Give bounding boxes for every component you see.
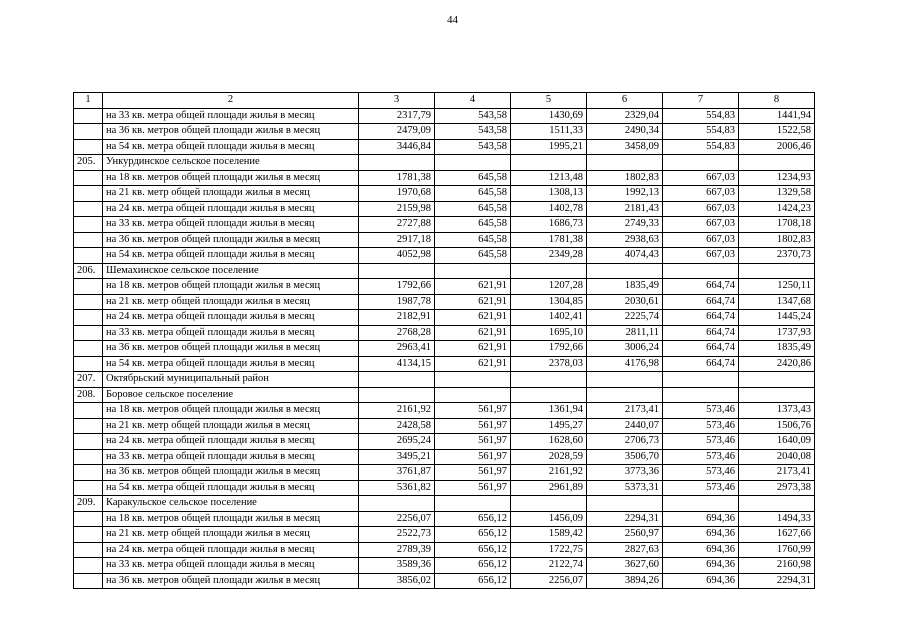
value-cell-col3	[359, 496, 435, 512]
value-cell-col8	[739, 387, 815, 403]
value-cell-col7: 573,46	[663, 465, 739, 481]
value-cell-col7	[663, 387, 739, 403]
value-cell-col6: 2225,74	[587, 310, 663, 326]
value-cell-col4: 621,91	[435, 356, 511, 372]
table-row	[74, 139, 815, 155]
value-cell-col6	[587, 387, 663, 403]
value-cell-col8: 2173,41	[739, 465, 815, 481]
value-cell-col5	[511, 372, 587, 388]
value-cell-col3: 2963,41	[359, 341, 435, 357]
table-row	[74, 325, 815, 341]
row-label: на 33 кв. метра общей площади жилья в месяц	[103, 217, 359, 233]
value-cell-col8: 1234,93	[739, 170, 815, 186]
table-row	[74, 217, 815, 233]
value-cell-col4	[435, 387, 511, 403]
table-row	[74, 263, 815, 279]
value-cell-col5: 1430,69	[511, 108, 587, 124]
row-label: на 54 кв. метра общей площади жилья в месяц	[103, 356, 359, 372]
value-cell-col8: 1708,18	[739, 217, 815, 233]
value-cell-col5: 2161,92	[511, 465, 587, 481]
row-label: Октябрьский муниципальный район	[103, 372, 359, 388]
value-cell-col7	[663, 372, 739, 388]
value-cell-col6	[587, 496, 663, 512]
row-label: на 36 кв. метров общей площади жилья в месяц	[103, 573, 359, 589]
value-cell-col4: 645,58	[435, 186, 511, 202]
value-cell-col8	[739, 372, 815, 388]
value-cell-col7: 554,83	[663, 124, 739, 140]
row-label: на 33 кв. метра общей площади жилья в месяц	[103, 108, 359, 124]
value-cell-col6: 2827,63	[587, 542, 663, 558]
value-cell-col5: 1589,42	[511, 527, 587, 543]
header-cell-4: 4	[435, 93, 511, 109]
value-cell-col6: 2490,34	[587, 124, 663, 140]
table-row	[74, 170, 815, 186]
value-cell-col3: 1970,68	[359, 186, 435, 202]
table-row	[74, 480, 815, 496]
value-cell-col6	[587, 263, 663, 279]
value-cell-col7: 573,46	[663, 403, 739, 419]
table-row	[74, 310, 815, 326]
value-cell-col4: 561,97	[435, 403, 511, 419]
row-label: на 33 кв. метра общей площади жилья в месяц	[103, 325, 359, 341]
value-cell-col8: 1802,83	[739, 232, 815, 248]
value-cell-col6: 2030,61	[587, 294, 663, 310]
row-index	[74, 527, 103, 543]
value-cell-col7: 664,74	[663, 294, 739, 310]
value-cell-col4	[435, 155, 511, 171]
row-label: Ункурдинское сельское поселение	[103, 155, 359, 171]
value-cell-col6: 3458,09	[587, 139, 663, 155]
value-cell-col5: 2122,74	[511, 558, 587, 574]
table-body	[74, 108, 815, 589]
row-index	[74, 558, 103, 574]
value-cell-col5: 1995,21	[511, 139, 587, 155]
table-row	[74, 527, 815, 543]
value-cell-col3: 2256,07	[359, 511, 435, 527]
row-index	[74, 232, 103, 248]
row-index	[74, 186, 103, 202]
value-cell-col3: 3856,02	[359, 573, 435, 589]
row-index: 205.	[74, 155, 103, 171]
table-row	[74, 155, 815, 171]
value-cell-col3: 2917,18	[359, 232, 435, 248]
value-cell-col8: 1441,94	[739, 108, 815, 124]
value-cell-col4: 561,97	[435, 449, 511, 465]
value-cell-col8: 2040,08	[739, 449, 815, 465]
value-cell-col5: 1628,60	[511, 434, 587, 450]
value-cell-col8: 1640,09	[739, 434, 815, 450]
row-index: 209.	[74, 496, 103, 512]
value-cell-col8: 2160,98	[739, 558, 815, 574]
value-cell-col7: 694,36	[663, 527, 739, 543]
table-row	[74, 124, 815, 140]
row-label: на 18 кв. метров общей площади жилья в месяц	[103, 170, 359, 186]
row-label: на 21 кв. метр общей площади жилья в месяц	[103, 186, 359, 202]
row-index	[74, 201, 103, 217]
value-cell-col4: 561,97	[435, 418, 511, 434]
value-cell-col5: 2028,59	[511, 449, 587, 465]
page-number: 44	[447, 14, 458, 26]
row-label: на 24 кв. метра общей площади жилья в месяц	[103, 434, 359, 450]
value-cell-col7: 573,46	[663, 434, 739, 450]
row-label: Боровое сельское поселение	[103, 387, 359, 403]
value-cell-col8: 1250,11	[739, 279, 815, 295]
value-cell-col4: 561,97	[435, 465, 511, 481]
value-cell-col3: 2768,28	[359, 325, 435, 341]
row-label: на 21 кв. метр общей площади жилья в месяц	[103, 418, 359, 434]
row-label: на 33 кв. метра общей площади жилья в месяц	[103, 558, 359, 574]
value-cell-col4: 543,58	[435, 108, 511, 124]
header-cell-5: 5	[511, 93, 587, 109]
table-row	[74, 511, 815, 527]
row-label: на 18 кв. метров общей площади жилья в месяц	[103, 403, 359, 419]
table-row	[74, 356, 815, 372]
value-cell-col8: 1522,58	[739, 124, 815, 140]
table-row	[74, 542, 815, 558]
row-index	[74, 356, 103, 372]
value-cell-col6: 2706,73	[587, 434, 663, 450]
value-cell-col6: 2749,33	[587, 217, 663, 233]
value-cell-col5: 1686,73	[511, 217, 587, 233]
value-cell-col4: 645,58	[435, 248, 511, 264]
value-cell-col8: 2973,38	[739, 480, 815, 496]
row-index	[74, 511, 103, 527]
value-cell-col3: 2695,24	[359, 434, 435, 450]
value-cell-col6	[587, 372, 663, 388]
row-label: на 24 кв. метра общей площади жилья в месяц	[103, 542, 359, 558]
value-cell-col5: 1722,75	[511, 542, 587, 558]
value-cell-col8: 1373,43	[739, 403, 815, 419]
value-cell-col7: 573,46	[663, 418, 739, 434]
value-cell-col8: 1347,68	[739, 294, 815, 310]
value-cell-col3: 2428,58	[359, 418, 435, 434]
value-cell-col3	[359, 155, 435, 171]
value-cell-col7: 667,03	[663, 201, 739, 217]
table-row	[74, 418, 815, 434]
value-cell-col5: 1361,94	[511, 403, 587, 419]
value-cell-col6: 2329,04	[587, 108, 663, 124]
value-cell-col7: 667,03	[663, 232, 739, 248]
value-cell-col7: 694,36	[663, 573, 739, 589]
value-cell-col4: 543,58	[435, 139, 511, 155]
row-index	[74, 310, 103, 326]
value-cell-col5: 1792,66	[511, 341, 587, 357]
value-cell-col3: 2182,91	[359, 310, 435, 326]
table-row	[74, 387, 815, 403]
value-cell-col5: 2378,03	[511, 356, 587, 372]
value-cell-col8	[739, 155, 815, 171]
table-row	[74, 496, 815, 512]
value-cell-col5: 2256,07	[511, 573, 587, 589]
table-row	[74, 403, 815, 419]
value-cell-col7	[663, 263, 739, 279]
value-cell-col8: 1329,58	[739, 186, 815, 202]
header-row	[74, 93, 815, 109]
value-cell-col3: 2789,39	[359, 542, 435, 558]
value-cell-col3: 5361,82	[359, 480, 435, 496]
row-index	[74, 294, 103, 310]
table-row	[74, 341, 815, 357]
value-cell-col6: 3773,36	[587, 465, 663, 481]
row-label: на 21 кв. метр общей площади жилья в месяц	[103, 294, 359, 310]
value-cell-col7: 573,46	[663, 449, 739, 465]
value-cell-col3: 2479,09	[359, 124, 435, 140]
value-cell-col8: 2006,46	[739, 139, 815, 155]
value-cell-col3: 3761,87	[359, 465, 435, 481]
row-index	[74, 341, 103, 357]
value-cell-col5: 1456,09	[511, 511, 587, 527]
row-index	[74, 449, 103, 465]
tariff-table	[73, 92, 815, 589]
value-cell-col4: 621,91	[435, 341, 511, 357]
value-cell-col7: 667,03	[663, 248, 739, 264]
value-cell-col7: 667,03	[663, 170, 739, 186]
row-index	[74, 480, 103, 496]
value-cell-col5: 1402,78	[511, 201, 587, 217]
table-row	[74, 232, 815, 248]
value-cell-col5: 1695,10	[511, 325, 587, 341]
header-cell-2: 2	[103, 93, 359, 109]
value-cell-col6: 1992,13	[587, 186, 663, 202]
value-cell-col5	[511, 387, 587, 403]
value-cell-col5	[511, 496, 587, 512]
value-cell-col4: 561,97	[435, 480, 511, 496]
row-index	[74, 108, 103, 124]
value-cell-col8: 1506,76	[739, 418, 815, 434]
value-cell-col8: 1494,33	[739, 511, 815, 527]
value-cell-col3: 4052,98	[359, 248, 435, 264]
value-cell-col3	[359, 263, 435, 279]
value-cell-col7	[663, 496, 739, 512]
value-cell-col3: 2727,88	[359, 217, 435, 233]
value-cell-col8: 1445,24	[739, 310, 815, 326]
value-cell-col8: 1760,99	[739, 542, 815, 558]
value-cell-col6: 3627,60	[587, 558, 663, 574]
value-cell-col4: 656,12	[435, 573, 511, 589]
value-cell-col6: 2560,97	[587, 527, 663, 543]
row-label: на 36 кв. метров общей площади жилья в месяц	[103, 465, 359, 481]
value-cell-col3: 4134,15	[359, 356, 435, 372]
value-cell-col6: 3006,24	[587, 341, 663, 357]
value-cell-col6: 2440,07	[587, 418, 663, 434]
row-index	[74, 573, 103, 589]
value-cell-col4: 656,12	[435, 558, 511, 574]
value-cell-col8: 1627,66	[739, 527, 815, 543]
value-cell-col8: 1424,23	[739, 201, 815, 217]
value-cell-col5: 1402,41	[511, 310, 587, 326]
value-cell-col7: 694,36	[663, 511, 739, 527]
value-cell-col5: 1304,85	[511, 294, 587, 310]
value-cell-col7: 573,46	[663, 480, 739, 496]
value-cell-col5: 1495,27	[511, 418, 587, 434]
value-cell-col6: 1802,83	[587, 170, 663, 186]
value-cell-col3: 3495,21	[359, 449, 435, 465]
value-cell-col7: 664,74	[663, 325, 739, 341]
header-cell-7: 7	[663, 93, 739, 109]
value-cell-col7: 664,74	[663, 341, 739, 357]
value-cell-col5: 2961,89	[511, 480, 587, 496]
row-label: на 21 кв. метр общей площади жилья в месяц	[103, 527, 359, 543]
value-cell-col8	[739, 263, 815, 279]
row-label: на 36 кв. метров общей площади жилья в месяц	[103, 232, 359, 248]
value-cell-col4: 656,12	[435, 542, 511, 558]
table-row	[74, 558, 815, 574]
value-cell-col3: 3589,36	[359, 558, 435, 574]
row-label: на 54 кв. метра общей площади жилья в месяц	[103, 248, 359, 264]
table-row	[74, 372, 815, 388]
row-index	[74, 325, 103, 341]
table-row	[74, 201, 815, 217]
value-cell-col3: 1987,78	[359, 294, 435, 310]
value-cell-col7: 694,36	[663, 542, 739, 558]
value-cell-col5: 1213,48	[511, 170, 587, 186]
row-index	[74, 403, 103, 419]
value-cell-col4: 656,12	[435, 527, 511, 543]
row-index	[74, 279, 103, 295]
value-cell-col7: 554,83	[663, 139, 739, 155]
row-index	[74, 248, 103, 264]
value-cell-col5: 2349,28	[511, 248, 587, 264]
value-cell-col4: 645,58	[435, 232, 511, 248]
row-label: Каракульское сельское поселение	[103, 496, 359, 512]
table-row	[74, 449, 815, 465]
value-cell-col4: 621,91	[435, 279, 511, 295]
row-label: на 33 кв. метра общей площади жилья в месяц	[103, 449, 359, 465]
value-cell-col8: 2294,31	[739, 573, 815, 589]
row-index	[74, 217, 103, 233]
value-cell-col8: 2420,86	[739, 356, 815, 372]
value-cell-col6: 5373,31	[587, 480, 663, 496]
table-row	[74, 108, 815, 124]
value-cell-col8: 2370,73	[739, 248, 815, 264]
value-cell-col4: 621,91	[435, 294, 511, 310]
value-cell-col4: 621,91	[435, 325, 511, 341]
row-index	[74, 139, 103, 155]
header-cell-3: 3	[359, 93, 435, 109]
table-row	[74, 573, 815, 589]
value-cell-col4	[435, 263, 511, 279]
row-label: на 18 кв. метров общей площади жилья в месяц	[103, 279, 359, 295]
value-cell-col7: 667,03	[663, 217, 739, 233]
value-cell-col6: 3894,26	[587, 573, 663, 589]
value-cell-col6: 2294,31	[587, 511, 663, 527]
value-cell-col4: 645,58	[435, 217, 511, 233]
value-cell-col4: 645,58	[435, 201, 511, 217]
value-cell-col4: 543,58	[435, 124, 511, 140]
header-cell-8: 8	[739, 93, 815, 109]
row-index: 207.	[74, 372, 103, 388]
value-cell-col6: 2811,11	[587, 325, 663, 341]
row-index	[74, 418, 103, 434]
value-cell-col5	[511, 155, 587, 171]
value-cell-col4	[435, 496, 511, 512]
row-index	[74, 124, 103, 140]
value-cell-col5	[511, 263, 587, 279]
value-cell-col7: 664,74	[663, 310, 739, 326]
row-index: 206.	[74, 263, 103, 279]
row-label: на 24 кв. метра общей площади жилья в месяц	[103, 201, 359, 217]
header-cell-6: 6	[587, 93, 663, 109]
header-cell-1: 1	[74, 93, 103, 109]
value-cell-col4: 621,91	[435, 310, 511, 326]
value-cell-col8: 1737,93	[739, 325, 815, 341]
value-cell-col6: 1835,49	[587, 279, 663, 295]
row-index	[74, 465, 103, 481]
value-cell-col7: 694,36	[663, 558, 739, 574]
table-row	[74, 186, 815, 202]
value-cell-col3	[359, 372, 435, 388]
value-cell-col8	[739, 496, 815, 512]
value-cell-col4	[435, 372, 511, 388]
table-row	[74, 434, 815, 450]
table-row	[74, 279, 815, 295]
value-cell-col3: 2317,79	[359, 108, 435, 124]
value-cell-col3: 1781,38	[359, 170, 435, 186]
value-cell-col8: 1835,49	[739, 341, 815, 357]
value-cell-col3: 2161,92	[359, 403, 435, 419]
row-index: 208.	[74, 387, 103, 403]
value-cell-col7: 664,74	[663, 356, 739, 372]
value-cell-col3	[359, 387, 435, 403]
value-cell-col3: 2159,98	[359, 201, 435, 217]
value-cell-col7: 554,83	[663, 108, 739, 124]
value-cell-col6: 2173,41	[587, 403, 663, 419]
value-cell-col4: 656,12	[435, 511, 511, 527]
row-label: на 36 кв. метров общей площади жилья в месяц	[103, 124, 359, 140]
value-cell-col6: 4074,43	[587, 248, 663, 264]
value-cell-col4: 645,58	[435, 170, 511, 186]
value-cell-col5: 1781,38	[511, 232, 587, 248]
row-index	[74, 542, 103, 558]
value-cell-col5: 1207,28	[511, 279, 587, 295]
row-label: Шемахинское сельское поселение	[103, 263, 359, 279]
row-label: на 24 кв. метра общей площади жилья в месяц	[103, 310, 359, 326]
value-cell-col4: 561,97	[435, 434, 511, 450]
value-cell-col6: 2181,43	[587, 201, 663, 217]
row-index	[74, 434, 103, 450]
table-row	[74, 248, 815, 264]
row-label: на 36 кв. метров общей площади жилья в месяц	[103, 341, 359, 357]
value-cell-col3: 2522,73	[359, 527, 435, 543]
value-cell-col5: 1511,33	[511, 124, 587, 140]
value-cell-col7: 664,74	[663, 279, 739, 295]
row-index	[74, 170, 103, 186]
value-cell-col6	[587, 155, 663, 171]
value-cell-col6: 3506,70	[587, 449, 663, 465]
value-cell-col3: 1792,66	[359, 279, 435, 295]
value-cell-col7	[663, 155, 739, 171]
table-row	[74, 294, 815, 310]
row-label: на 54 кв. метра общей площади жилья в месяц	[103, 139, 359, 155]
table-row	[74, 465, 815, 481]
value-cell-col3: 3446,84	[359, 139, 435, 155]
value-cell-col5: 1308,13	[511, 186, 587, 202]
value-cell-col6: 2938,63	[587, 232, 663, 248]
row-label: на 18 кв. метров общей площади жилья в месяц	[103, 511, 359, 527]
value-cell-col7: 667,03	[663, 186, 739, 202]
value-cell-col6: 4176,98	[587, 356, 663, 372]
row-label: на 54 кв. метра общей площади жилья в месяц	[103, 480, 359, 496]
